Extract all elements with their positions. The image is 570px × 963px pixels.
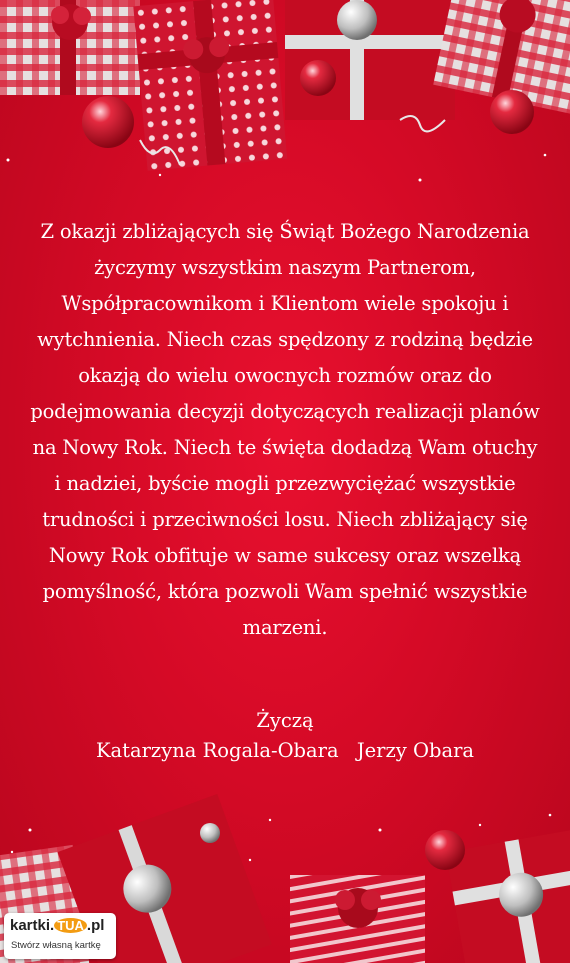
signer-name: Katarzyna Rogala-Obara — [95, 739, 339, 762]
ornament — [425, 830, 465, 870]
signers — [0, 736, 570, 766]
bottom-striped-gift — [290, 875, 425, 963]
ornament — [300, 60, 336, 96]
ornament — [490, 90, 534, 134]
ornament — [200, 823, 220, 843]
wishes-label: Życzą — [256, 709, 314, 732]
signature-block — [0, 706, 570, 766]
ornament — [82, 96, 134, 148]
top-dotted-gift — [133, 0, 287, 171]
top-plaid-gift — [0, 0, 140, 95]
signer-name: Jerzy Obara — [356, 739, 475, 762]
logo-brand — [10, 917, 104, 934]
kartki-tua-logo[interactable] — [4, 913, 116, 959]
logo-tagline: Stwórz własną kartkę — [11, 940, 101, 951]
top-red-gift — [285, 0, 455, 120]
logo-brand-mid: TUA — [54, 918, 87, 933]
greeting-text: Z okazji zbliżających się Świąt Bożego Narodzenia życzymy wszystkim naszym Partnerom, Współpracownikom i Klientom wiele spokoju i wytchnienia. Niech czas spędzony z rodziną będzie okazją do wielu owocnych rozmów oraz do podejmowania decyzji dotyczących realizacji planów na Nowy Rok. Niech te święta dodadzą Wam otuchy i nadziei, byście mogli przezwyciężać wszystkie trudności i przeciwności losu. Niech zbliżający się Nowy Rok obfituje w same sukcesy oraz wszelką pomyślność, która pozwoli Wam spełnić wszystkie marzeni. — [30, 220, 540, 639]
logo-brand-suffix: .pl — [86, 917, 105, 934]
logo-brand-prefix: kartki. — [10, 917, 55, 934]
